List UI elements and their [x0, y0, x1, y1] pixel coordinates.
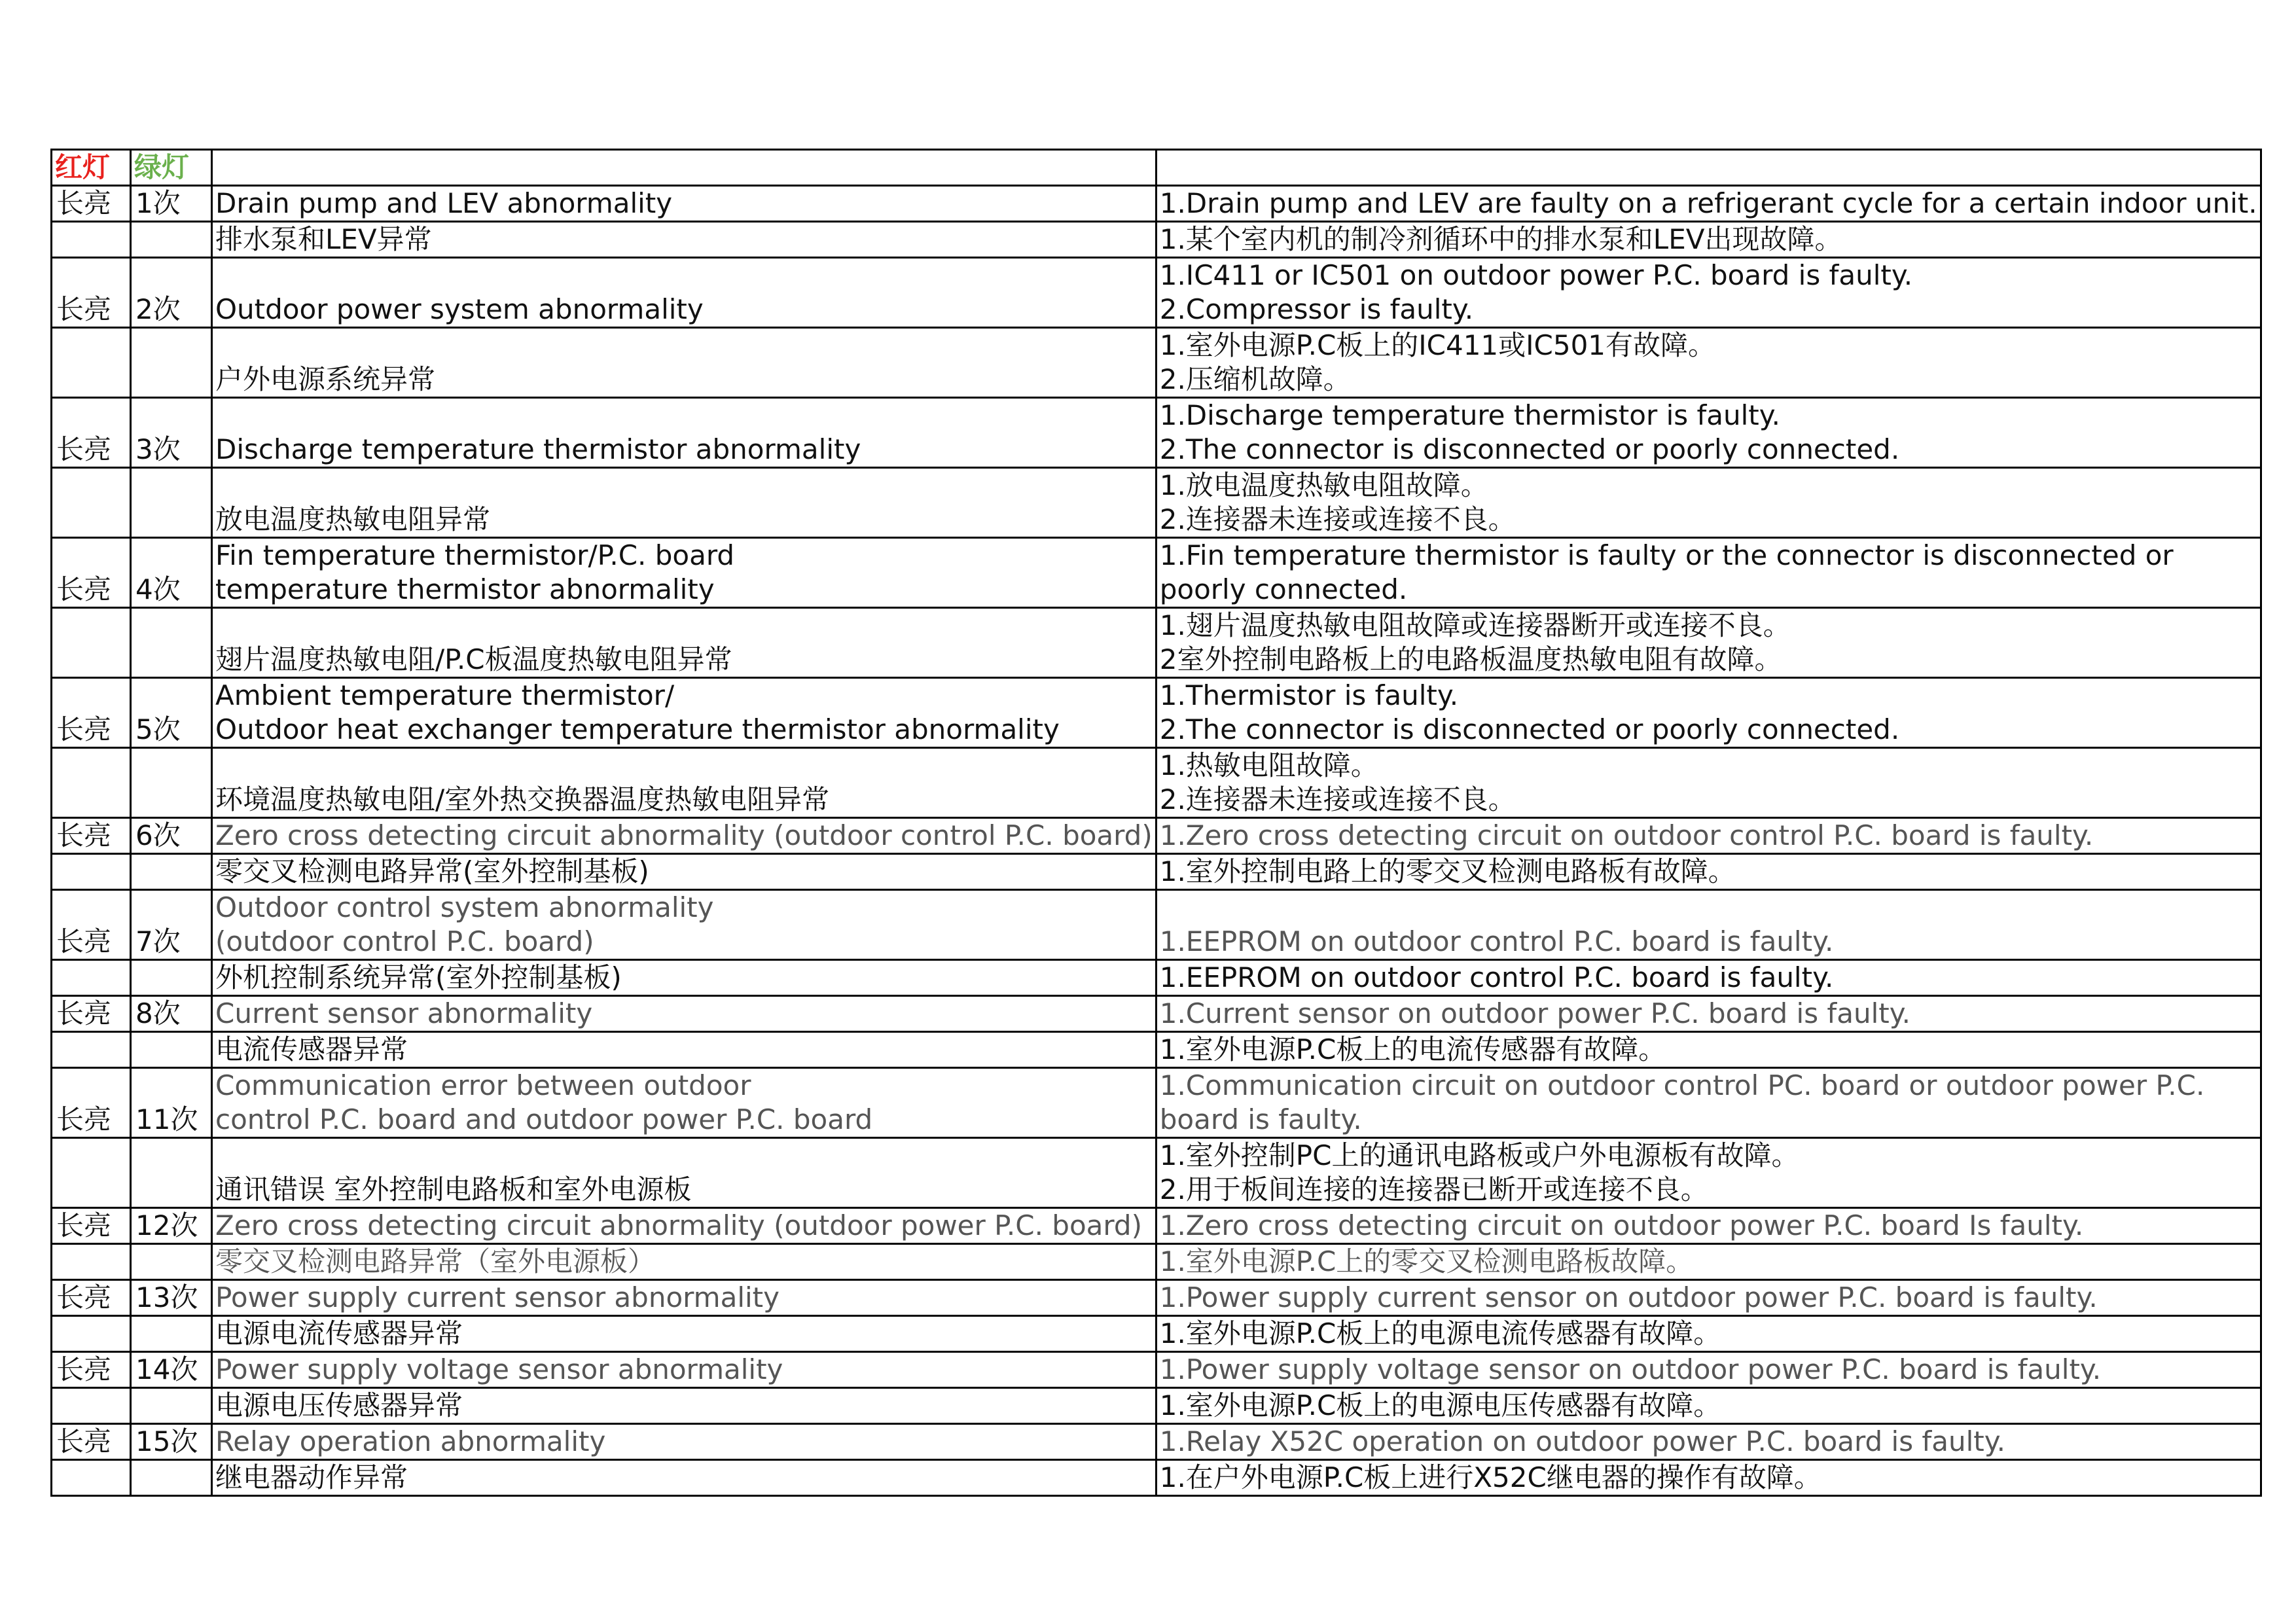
- red-light-cell: [52, 222, 131, 258]
- fault-detail-cell: [1156, 468, 2261, 538]
- fault-detail-cell: [1156, 398, 2261, 468]
- red-light-cell: [52, 468, 131, 538]
- red-light-cell: 长亮: [52, 996, 131, 1032]
- fault-description-cell: [212, 854, 1157, 890]
- table-row: [52, 468, 2261, 538]
- table-row: [52, 1138, 2261, 1208]
- fault-description-cell: [212, 1068, 1157, 1138]
- fault-description-cell: [212, 608, 1157, 678]
- red-light-cell: [52, 1388, 131, 1424]
- table-row: [52, 608, 2261, 678]
- fault-description-cell: [212, 1388, 1157, 1424]
- table-row: [52, 748, 2261, 818]
- fault-description-line: 外机控制系统异常(室外控制基板): [215, 961, 622, 993]
- table-row: [52, 818, 2261, 854]
- green-light-cell: [131, 1138, 212, 1208]
- fault-detail-cell: [1156, 960, 2261, 996]
- green-light-cell: [131, 222, 212, 258]
- red-light-cell: [52, 748, 131, 818]
- fault-detail-line: 1.Power supply voltage sensor on outdoor power P.C. board is faulty.: [1159, 1353, 2102, 1385]
- green-light-cell: 5次: [131, 678, 212, 748]
- fault-description-cell: [212, 398, 1157, 468]
- table-row: [52, 1244, 2261, 1280]
- fault-detail-line: 1.Communication circuit on outdoor control PC. board or outdoor power P.C.: [1159, 1069, 2205, 1101]
- fault-detail-cell: [1156, 1316, 2261, 1352]
- fault-description-line: 环境温度热敏电阻/室外热交换器温度热敏电阻异常: [215, 783, 830, 815]
- green-light-cell: [131, 1032, 212, 1068]
- red-light-cell: 长亮: [52, 818, 131, 854]
- fault-detail-cell: [1156, 1280, 2261, 1316]
- fault-detail-line: 1.室外电源P.C上的零交叉检测电路板故障。: [1159, 1245, 1694, 1277]
- table-row: [52, 1032, 2261, 1068]
- fault-description-line: (outdoor control P.C. board): [215, 925, 594, 957]
- red-light-cell: [52, 1032, 131, 1068]
- fault-detail-line: 2.Compressor is faulty.: [1159, 293, 1474, 325]
- fault-description-cell: [212, 1138, 1157, 1208]
- fault-detail-line: 1.Fin temperature thermistor is faulty or the connector is disconnected or: [1159, 539, 2174, 571]
- fault-detail-cell: [1156, 1208, 2261, 1244]
- green-light-cell: 7次: [131, 890, 212, 960]
- fault-description-cell: [212, 1244, 1157, 1280]
- fault-description-cell: [212, 1352, 1157, 1388]
- green-light-cell: 11次: [131, 1068, 212, 1138]
- fault-detail-line: 1.室外控制PC上的通讯电路板或户外电源板有故障。: [1159, 1139, 1799, 1171]
- red-light-cell: 长亮: [52, 186, 131, 222]
- table-row: [52, 1316, 2261, 1352]
- green-light-cell: 8次: [131, 996, 212, 1032]
- fault-description-cell: [212, 1032, 1157, 1068]
- fault-description-cell: [212, 222, 1157, 258]
- fault-description-line: Outdoor heat exchanger temperature thermistor abnormality: [215, 713, 1060, 745]
- fault-detail-line: 1.某个室内机的制冷剂循环中的排水泵和LEV出现故障。: [1159, 223, 1842, 255]
- fault-description-line: Outdoor power system abnormality: [215, 293, 704, 325]
- fault-detail-cell: [1156, 328, 2261, 398]
- fault-description-cell: [212, 328, 1157, 398]
- fault-description-cell: [212, 960, 1157, 996]
- fault-description-line: 零交叉检测电路异常（室外电源板）: [215, 1245, 656, 1277]
- table-row: [52, 1460, 2261, 1496]
- red-light-cell: [52, 854, 131, 890]
- fault-description-line: 零交叉检测电路异常(室外控制基板): [215, 855, 649, 887]
- fault-description-cell: [212, 890, 1157, 960]
- fault-detail-line: 1.IC411 or IC501 on outdoor power P.C. board is faulty.: [1159, 259, 1913, 291]
- fault-description-line: Outdoor control system abnormality: [215, 891, 714, 923]
- green-light-cell: [131, 328, 212, 398]
- green-light-header: 绿灯: [131, 150, 212, 186]
- red-light-cell: [52, 1316, 131, 1352]
- green-light-cell: [131, 1244, 212, 1280]
- fault-description-line: Power supply current sensor abnormality: [215, 1281, 780, 1313]
- fault-detail-cell: [1156, 538, 2261, 608]
- red-light-header: 红灯: [52, 150, 131, 186]
- fault-detail-line: 1.Drain pump and LEV are faulty on a refrigerant cycle for a certain indoor unit.: [1159, 187, 2257, 219]
- fault-description-cell: [212, 186, 1157, 222]
- fault-detail-line: 1.室外电源P.C板上的电源电流传感器有故障。: [1159, 1317, 1721, 1349]
- fault-description-line: Ambient temperature thermistor/: [215, 679, 675, 711]
- fault-description-line: 翅片温度热敏电阻/P.C板温度热敏电阻异常: [215, 643, 732, 675]
- fault-description-line: Discharge temperature thermistor abnormality: [215, 433, 861, 465]
- fault-detail-line: 2.用于板间连接的连接器已断开或连接不良。: [1159, 1173, 1708, 1205]
- fault-detail-line: 2.The connector is disconnected or poorly connected.: [1159, 713, 1900, 745]
- fault-code-table-body: [52, 150, 2261, 1496]
- fault-description-cell: [212, 678, 1157, 748]
- fault-detail-cell: [1156, 258, 2261, 328]
- fault-description-line: Zero cross detecting circuit abnormality (outdoor control P.C. board): [215, 819, 1153, 851]
- fault-detail-line: 1.Zero cross detecting circuit on outdoor control P.C. board is faulty.: [1159, 819, 2094, 851]
- fault-detail-cell: [1156, 854, 2261, 890]
- table-row: [52, 398, 2261, 468]
- fault-detail-line: 1.在户外电源P.C板上进行X52C继电器的操作有故障。: [1159, 1461, 1821, 1493]
- green-light-cell: 2次: [131, 258, 212, 328]
- fault-description-cell: [212, 748, 1157, 818]
- red-light-cell: [52, 1244, 131, 1280]
- fault-detail-cell: [1156, 1388, 2261, 1424]
- fault-detail-cell: [1156, 818, 2261, 854]
- red-light-cell: 长亮: [52, 678, 131, 748]
- red-light-cell: [52, 1138, 131, 1208]
- green-light-cell: 12次: [131, 1208, 212, 1244]
- red-light-cell: 长亮: [52, 1280, 131, 1316]
- fault-detail-line: 1.热敏电阻故障。: [1159, 749, 1378, 781]
- detail-header: [1156, 150, 2261, 186]
- green-light-cell: [131, 854, 212, 890]
- fault-detail-cell: [1156, 1138, 2261, 1208]
- red-light-cell: 长亮: [52, 398, 131, 468]
- fault-description-line: Relay operation abnormality: [215, 1425, 606, 1457]
- fault-description-cell: [212, 538, 1157, 608]
- fault-description-line: Fin temperature thermistor/P.C. board: [215, 539, 735, 571]
- fault-detail-line: 2.连接器未连接或连接不良。: [1159, 503, 1516, 535]
- green-light-cell: [131, 748, 212, 818]
- red-light-cell: 长亮: [52, 538, 131, 608]
- description-header: [212, 150, 1157, 186]
- green-light-cell: [131, 960, 212, 996]
- green-light-cell: [131, 1316, 212, 1352]
- table-row: [52, 1352, 2261, 1388]
- green-light-cell: 13次: [131, 1280, 212, 1316]
- table-row: [52, 1068, 2261, 1138]
- red-light-cell: 长亮: [52, 258, 131, 328]
- fault-detail-cell: [1156, 1352, 2261, 1388]
- fault-description-line: temperature thermistor abnormality: [215, 573, 715, 605]
- green-light-cell: 1次: [131, 186, 212, 222]
- table-row: [52, 678, 2261, 748]
- green-light-cell: [131, 608, 212, 678]
- green-light-cell: 6次: [131, 818, 212, 854]
- fault-code-table: [50, 149, 2262, 1497]
- fault-description-line: 继电器动作异常: [215, 1461, 408, 1493]
- fault-description-line: 户外电源系统异常: [215, 363, 436, 395]
- fault-detail-cell: [1156, 678, 2261, 748]
- fault-detail-line: 2.连接器未连接或连接不良。: [1159, 783, 1516, 815]
- table-row: [52, 890, 2261, 960]
- fault-detail-cell: [1156, 1424, 2261, 1460]
- fault-description-line: 电源电压传感器异常: [215, 1389, 463, 1421]
- table-row: [52, 222, 2261, 258]
- fault-description-line: 排水泵和LEV异常: [215, 223, 432, 255]
- table-row: [52, 258, 2261, 328]
- fault-description-cell: [212, 1460, 1157, 1496]
- fault-detail-line: 1.放电温度热敏电阻故障。: [1159, 469, 1488, 501]
- fault-detail-line: 1.Discharge temperature thermistor is faulty.: [1159, 399, 1780, 431]
- red-light-cell: 长亮: [52, 1352, 131, 1388]
- table-row: [52, 1208, 2261, 1244]
- fault-detail-line: 1.EEPROM on outdoor control P.C. board is faulty.: [1159, 961, 1834, 993]
- fault-description-cell: [212, 258, 1157, 328]
- table-row: [52, 1388, 2261, 1424]
- header-row: [52, 150, 2261, 186]
- fault-detail-cell: [1156, 996, 2261, 1032]
- fault-detail-line: 2室外控制电路板上的电路板温度热敏电阻有故障。: [1159, 643, 1782, 675]
- green-light-cell: 3次: [131, 398, 212, 468]
- fault-description-line: control P.C. board and outdoor power P.C. board: [215, 1103, 873, 1135]
- fault-description-line: 电流传感器异常: [215, 1033, 408, 1065]
- fault-description-line: Power supply voltage sensor abnormality: [215, 1353, 783, 1385]
- green-light-cell: [131, 468, 212, 538]
- fault-description-line: 电源电流传感器异常: [215, 1317, 463, 1349]
- fault-detail-cell: [1156, 186, 2261, 222]
- red-light-cell: [52, 608, 131, 678]
- green-light-cell: [131, 1460, 212, 1496]
- fault-description-cell: [212, 996, 1157, 1032]
- table-row: [52, 186, 2261, 222]
- fault-detail-line: 1.Current sensor on outdoor power P.C. board is faulty.: [1159, 997, 1910, 1029]
- red-light-cell: [52, 1460, 131, 1496]
- fault-description-cell: [212, 468, 1157, 538]
- table-row: [52, 996, 2261, 1032]
- fault-detail-line: 1.翅片温度热敏电阻故障或连接器断开或连接不良。: [1159, 609, 1791, 641]
- fault-description-line: Zero cross detecting circuit abnormality (outdoor power P.C. board): [215, 1209, 1142, 1241]
- fault-detail-cell: [1156, 748, 2261, 818]
- green-light-cell: 15次: [131, 1424, 212, 1460]
- fault-detail-line: 1.EEPROM on outdoor control P.C. board is faulty.: [1159, 925, 1834, 957]
- fault-detail-line: 1.Zero cross detecting circuit on outdoor power P.C. board Is faulty.: [1159, 1209, 2084, 1241]
- green-light-cell: [131, 1388, 212, 1424]
- fault-description-line: Current sensor abnormality: [215, 997, 593, 1029]
- red-light-cell: 长亮: [52, 1424, 131, 1460]
- fault-detail-line: 1.Relay X52C operation on outdoor power P.C. board is faulty.: [1159, 1425, 2005, 1457]
- fault-description-cell: [212, 818, 1157, 854]
- fault-description-cell: [212, 1316, 1157, 1352]
- fault-detail-cell: [1156, 222, 2261, 258]
- fault-detail-line: 2.压缩机故障。: [1159, 363, 1351, 395]
- table-row: [52, 538, 2261, 608]
- fault-detail-line: 1.Power supply current sensor on outdoor power P.C. board is faulty.: [1159, 1281, 2098, 1313]
- fault-detail-cell: [1156, 1068, 2261, 1138]
- fault-detail-cell: [1156, 1460, 2261, 1496]
- fault-detail-cell: [1156, 1244, 2261, 1280]
- fault-description-cell: [212, 1280, 1157, 1316]
- green-light-cell: 14次: [131, 1352, 212, 1388]
- fault-description-line: Drain pump and LEV abnormality: [215, 187, 673, 219]
- red-light-cell: [52, 328, 131, 398]
- fault-description-cell: [212, 1208, 1157, 1244]
- fault-description-cell: [212, 1424, 1157, 1460]
- table-row: [52, 960, 2261, 996]
- table-row: [52, 328, 2261, 398]
- green-light-cell: 4次: [131, 538, 212, 608]
- table-row: [52, 854, 2261, 890]
- fault-detail-line: poorly connected.: [1159, 573, 1408, 605]
- table-row: [52, 1424, 2261, 1460]
- fault-detail-line: 2.The connector is disconnected or poorly connected.: [1159, 433, 1900, 465]
- fault-detail-line: board is faulty.: [1159, 1103, 1362, 1135]
- red-light-cell: 长亮: [52, 890, 131, 960]
- fault-detail-cell: [1156, 1032, 2261, 1068]
- fault-detail-line: 1.室外电源P.C板上的电源电压传感器有故障。: [1159, 1389, 1721, 1421]
- fault-detail-line: 1.室外电源P.C板上的IC411或IC501有故障。: [1159, 329, 1716, 361]
- table-row: [52, 1280, 2261, 1316]
- fault-description-line: 通讯错误 室外控制电路板和室外电源板: [215, 1173, 692, 1205]
- fault-detail-line: 1.室外控制电路上的零交叉检测电路板有故障。: [1159, 855, 1736, 887]
- red-light-cell: 长亮: [52, 1068, 131, 1138]
- red-light-cell: 长亮: [52, 1208, 131, 1244]
- fault-description-line: 放电温度热敏电阻异常: [215, 503, 491, 535]
- fault-detail-cell: [1156, 608, 2261, 678]
- fault-description-line: Communication error between outdoor: [215, 1069, 751, 1101]
- fault-detail-line: 1.Thermistor is faulty.: [1159, 679, 1459, 711]
- red-light-cell: [52, 960, 131, 996]
- fault-detail-cell: [1156, 890, 2261, 960]
- fault-detail-line: 1.室外电源P.C板上的电流传感器有故障。: [1159, 1033, 1666, 1065]
